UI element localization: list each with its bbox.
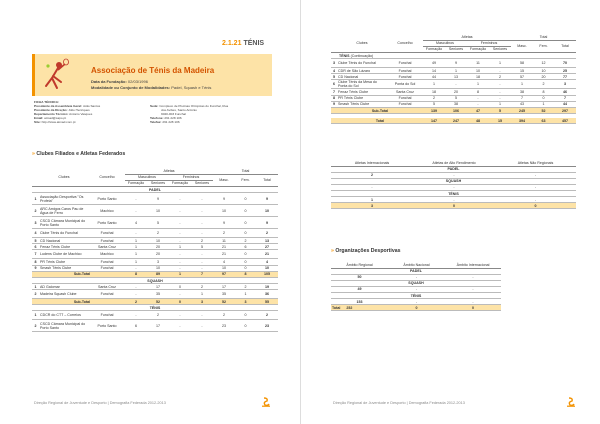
- table-row: 7 Ludens Clube de Machico Machico 1 20 - - 21 0 21: [32, 250, 278, 259]
- drjd-logo-icon: [567, 397, 575, 407]
- table-row: 5 CD Nacional Funchal 1 10 - 2 11 2 13: [32, 238, 278, 244]
- table-row: 9 Smash Ténis Clube Funchal - 10 - - 10 0 10: [32, 265, 278, 271]
- subtotal-row: Sub-Total 8 89 1 7 97 8 105: [32, 271, 278, 277]
- category-padel: PADEL: [32, 187, 278, 193]
- table-row: 2 ARC Amigos Caros Pau de Água de Ferro Machico - 10 - - 10 0 10: [32, 205, 278, 217]
- category-tenis-continued: TÉNIS (Continuação): [331, 53, 576, 59]
- federation-name: Associação de Ténis da Madeira: [91, 66, 215, 75]
- contact-block: Sede: Complexo de Piscinas Olímpicas do Funchal, Rua dos Aviões, Santo António 9020-003 Funchal Telefone: 291 228 106 Telefax: 291 228 106: [150, 104, 229, 124]
- category-tenis: TÉNIS: [32, 305, 278, 311]
- table-row: 1 AD Galomar Santa Cruz - 17 0 2 17 2 19: [32, 284, 278, 290]
- table-row: 49 - -: [331, 286, 501, 292]
- total-row: 3 0 0: [331, 203, 576, 209]
- clubs-heading: » Clubes Filiados e Atletas Federados: [32, 151, 126, 157]
- organizations-heading: » Organizações Desportivas: [331, 248, 401, 254]
- technical-sheet: FICHA TÉCNICA: Presidente da Assembleia Geral: João Santos Presidente da Direção: Júlio Henriques Departamento Técnico: Antonio Vasques Email: atmad@sapo.pt Site: http://www.atmad.com.pt: [34, 100, 101, 124]
- table-row: 5 CD Nacional Funchal 44 13 18 2 57 20 77: [331, 74, 576, 80]
- tennis-player-logo-icon: [39, 58, 69, 92]
- table-row: 2 CSCD Câmara Municipal do Porto Santo Porto Santo 6 17 - - 23 0 23: [32, 320, 278, 332]
- modality-line: Modalidade ou Conjunto de Modalidades: Padel, Squash e Ténis: [91, 85, 212, 90]
- table-row: 2 - -: [331, 172, 576, 178]
- table-row: 7 Fenaz Ténis Clube Santa Cruz 18 20 8 - 38 8 46: [331, 89, 576, 95]
- table-row: 3 Clube Ténis do Funchal Funchal 49 9 11 1 58 12 70: [331, 59, 576, 68]
- table-row: 2 Madeira Squash Clube Funchal - 35 - 1 35 1 36: [32, 290, 278, 299]
- table-row: 1 CDCR do CTT – Correios Funchal - 2 - - 2 0 2: [32, 311, 278, 320]
- table-row: 3 CSCD Câmara Municipal do Porto Santo Porto Santo 4 5 - - 9 0 9: [32, 217, 278, 229]
- table-row: 50 - -: [331, 274, 501, 280]
- table-row: 4 Clube Ténis do Funchal Funchal - 2 - - 2 0 2: [32, 229, 278, 238]
- clubs-table: Clubes Concelho Atletas Total Masculinos Femininos Masc. Fem. Total Formação Seniores Formação Seniores PADEL 1 Associação Desportiva "Os Profeta" Porto Santo - 9 - - 9 0 9 2 ARC Amigos Caros Pau de Água de Ferro Machico - 10 - - 10 0 10 3 CSCD Câmara Municipal do Porto Santo Porto Santo 4 5 - - 9 0 9 4 Clube Ténis do Funchal Funchal - 2 - - 2 0 2 5 CD Nacional Funchal 1 10 - 2 11 2 13 6 Fenaz Ténis Clube Santa Cruz 1 20 1 5 21 6 27 7 Ludens Clube de Machico Machico 1 20 - - 21 0 21 8 PR Ténis Clube Funchal 1 3 - - 4 0 4 9 Smash Ténis Clube Funchal - 10 - - 10 0 10 Sub-Total 8 89 1 7 97 8 105 SQUASH 1 AD Galomar Santa Cruz - 17 0 2 17 2 19 2 Madeira Squash Clube Funchal - 35 - 1 35 1 36 Sub-Total 2 52 0 3 52 3 55 TÉNIS 1 CDCR do CTT – Correios Funchal - 2 - - 2 0 2 2 CSCD Câmara Municipal do Porto Santo Porto Santo 6 17 - - 23 0 23: [32, 168, 278, 332]
- organizations-table: Âmbito Regional Âmbito Nacional Âmbito Internacional PADEL 50 - - SQUASH 49 - - TÉNIS 153 - - Total 252 0 0: [331, 262, 501, 311]
- subtotal-row: Sub-Total 139 106 47 5 245 52 297: [331, 108, 576, 114]
- page-footer: Direção Regional de Juventude e Desporto | Demografia Federada 2012-2013: [333, 401, 465, 405]
- table-row: 8 PR Ténis Clube Funchal 1 3 - - 4 0 4: [32, 259, 278, 265]
- table-row: 8 PR Ténis Clube Funchal 2 5 - - 7 0 7: [331, 95, 576, 101]
- table-row: 6 Clube Ténis da Mesa do Ponta do Sol Ponta do Sol 1 - 1 - 1 2 3: [331, 80, 576, 89]
- table-row: 4 CDR de São Lázaro Funchal 14 1 10 - 15 10 25: [331, 68, 576, 74]
- federation-banner: [32, 54, 272, 96]
- section-heading: 2.1.21 TÉNIS: [222, 40, 265, 47]
- subtotal-row: Sub-Total 2 52 0 3 52 3 55: [32, 299, 278, 305]
- total-row: Total 252 0 0: [331, 305, 501, 311]
- table-row: 153 - -: [331, 299, 501, 305]
- table-row: 9 Smash Ténis Clube Funchal 5 38 - 1 43 1 44: [331, 101, 576, 107]
- founded-line: Data da Fundação: 02/03/1996: [91, 79, 148, 84]
- page-footer: Direção Regional de Juventude e Desporto | Demografia Federada 2012-2013: [34, 401, 166, 405]
- total-row: Total 147 247 48 15 394 63 457: [331, 118, 576, 124]
- table-row: 6 Fenaz Ténis Clube Santa Cruz 1 20 1 5 21 6 27: [32, 244, 278, 250]
- clubs-table-continued: Clubes Concelho Atletas Total Masculinos Femininos Masc. Fem. Total Formação Seniores Formação Seniores TÉNIS (Continuação) 3 Clube Ténis do Funchal Funchal 49 9 11 1 58 12 70 4 CDR de São Lázaro Funchal 14 1 10 - 15 10 25 5 CD Nacional Funchal 44 13 18 2 57 20 77 6 Clube Ténis da Mesa do Ponta do Sol Ponta do Sol 1 - 1 - 1 2 3 7 Fenaz Ténis Clube Santa Cruz 18 20 8 - 38 8 46 8 PR Ténis Clube Funchal 2 5 - - 7 0 7 9 Smash Ténis Clube Funchal 5 38 - 1 43 1 44 Sub-Total 139 106 47 5 245 52 297 Total 147 247 48 15 394 63 457: [331, 34, 576, 124]
- table-row: 1 Associação Desportiva "Os Profeta" Porto Santo - 9 - - 9 0 9: [32, 193, 278, 205]
- table-row: 1 - -: [331, 197, 576, 203]
- drjd-logo-icon: [262, 397, 270, 407]
- special-athletes-table: Atletas Internacionais Atletas de Alto Rendimento Atletas Não Regionais PADEL 2 - - SQUASH - - - TÉNIS 1 - - 3 0 0: [331, 160, 576, 209]
- right-page: [300, 0, 600, 424]
- category-squash: SQUASH: [32, 278, 278, 284]
- table-row: - - -: [331, 184, 576, 190]
